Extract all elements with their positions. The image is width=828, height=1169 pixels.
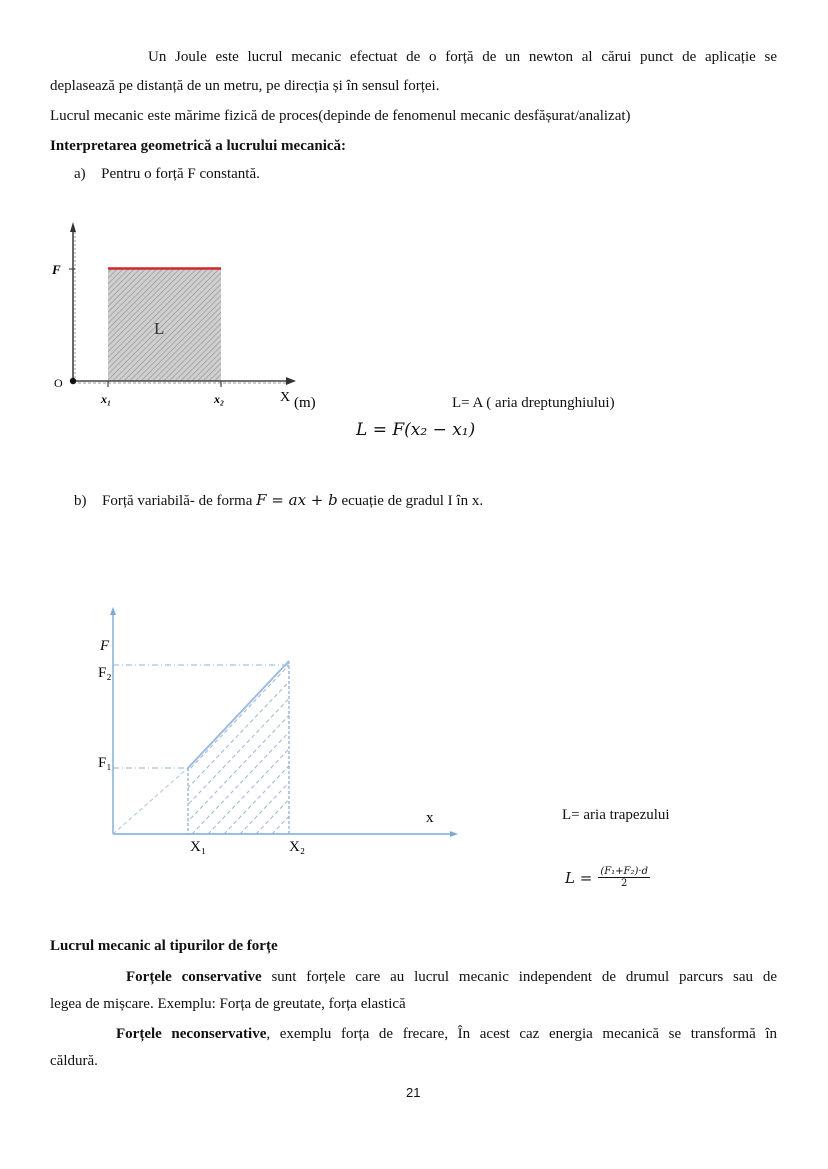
x2-tick-label: X₂	[289, 839, 306, 855]
figure-a-caption: L= A ( aria dreptunghiului)	[452, 395, 615, 411]
page-number: 21	[406, 1085, 421, 1100]
work-area-trapezoid	[128, 645, 452, 834]
conservative-term: Forțele conservative	[126, 969, 262, 985]
list-item-b	[74, 491, 483, 510]
conservative-line-2: legea de mișcare. Exemplu: Forța de greutate, forța elastică	[50, 996, 406, 1012]
list-marker-a: a)	[74, 166, 86, 182]
list-marker-b: b)	[74, 493, 87, 509]
nonconservative-text-1: , exemplu forța de frecare, În acest caz energia mecanică se transformă în	[266, 1026, 777, 1042]
figure-b-formula	[565, 866, 650, 889]
formula-numerator: (F₁+F₂)·d	[600, 866, 648, 877]
section-heading-force-types: Lucrul mecanic al tipurilor de forțe	[50, 938, 278, 954]
x2-tick-label: x₂	[214, 392, 225, 406]
x-axis-label: x	[426, 810, 434, 826]
y-axis-arrow-icon	[70, 222, 76, 232]
f1-tick-label: F₁	[98, 755, 112, 771]
formula-lhs: L =	[565, 868, 593, 887]
section-heading-geometric: Interpretarea geometrică a lucrului mecanică:	[50, 138, 347, 154]
x-axis-arrow-icon	[450, 831, 458, 837]
nonconservative-term: Forțele neconservative	[116, 1026, 267, 1042]
nonconservative-line-2: căldură.	[50, 1053, 98, 1069]
y-axis-label: F	[100, 638, 110, 654]
intro-text-1: Un Joule este lucrul mecanic efectuat de o forță de un newton al cărui punct de aplicație se	[148, 49, 777, 65]
conservative-line-1	[50, 967, 777, 987]
x1-tick-label: x₁	[101, 392, 112, 406]
conservative-text-1: sunt forțele care au lucrul mecanic independent de drumul parcurs sau de	[271, 969, 777, 985]
intro-line-2: deplasează pe distanță de un metru, pe direcția și în sensul forței.	[50, 78, 440, 94]
intro-line-3: Lucrul mecanic este mărime fizică de proces(depinde de fenomenul mecanic desfășurat/analizat)	[50, 108, 631, 124]
figure-variable-force-chart	[80, 595, 470, 865]
figure-a-formula: L = F(x₂ − x₁)	[356, 420, 476, 440]
list-text-b-after: ecuație de gradul I în x.	[341, 493, 484, 509]
y-axis-label: F	[52, 262, 61, 277]
intro-line-1	[50, 47, 777, 67]
x-axis-label: X	[280, 390, 291, 405]
list-item-a	[74, 166, 260, 183]
nonconservative-line-1	[50, 1024, 777, 1044]
figure-constant-force-chart	[40, 210, 340, 410]
f2-tick-label: F₂	[98, 665, 112, 681]
x-axis-unit: (m)	[294, 395, 316, 410]
work-area-rectangle	[108, 269, 221, 381]
formula-denominator: 2	[620, 878, 628, 889]
list-formula-b: F = ax + b	[256, 491, 338, 509]
x-axis-arrow-icon	[286, 377, 296, 385]
y-axis-arrow-icon	[110, 607, 116, 615]
list-text-a: Pentru o forță F constantă.	[101, 166, 260, 182]
figure-b-caption: L= aria trapezului	[562, 807, 670, 823]
list-text-b-before: Forță variabilă- de forma	[102, 493, 253, 509]
origin-label: O	[54, 376, 63, 390]
x1-tick-label: X₁	[190, 839, 207, 855]
origin-dot	[70, 378, 76, 384]
area-label: L	[154, 319, 165, 338]
